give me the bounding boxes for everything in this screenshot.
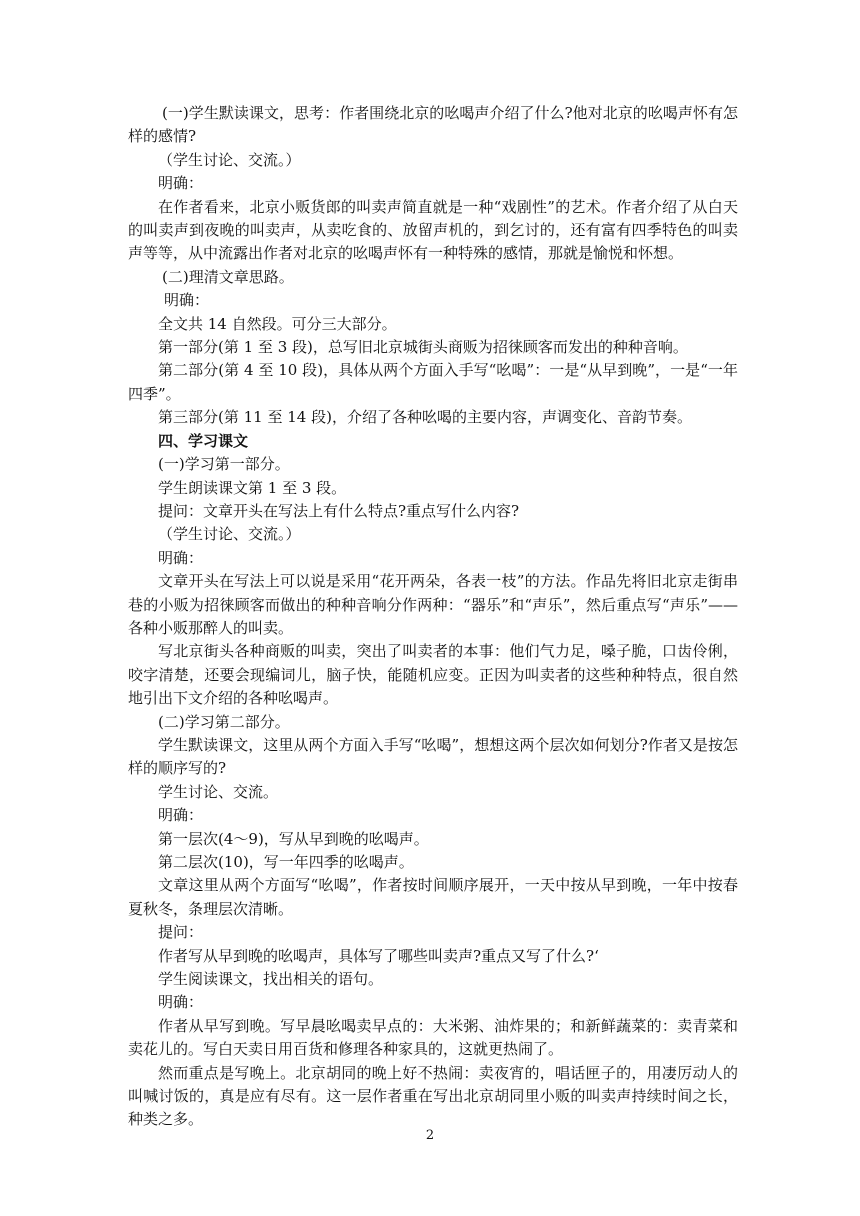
paragraph: 在作者看来，北京小贩货郎的叫卖声简直就是一种“戏剧性”的艺术。作者介绍了从白天的叫卖声到夜晚的叫卖声，从卖吃食的、放留声机的，到乞讨的，还有富有四季特色的叫卖声等等，从中流露出作者对北京的吆喝声怀有一种特殊的感情，那就是愉悦和怀想。 <box>128 197 738 263</box>
paragraph: 作者写从早到晚的吆喝声，具体写了哪些叫卖声?重点又写了什么?‘ <box>158 946 599 965</box>
document-body <box>128 102 738 1132</box>
paragraph: (二)理清文章思路。 <box>162 267 294 286</box>
paragraph: 学生讨论、交流。 <box>158 782 279 801</box>
paragraph: 明确： <box>158 993 204 1012</box>
paragraph: 然而重点是写晚上。北京胡同的晚上好不热闹：卖夜宵的，唱话匣子的，用凄厉动人的叫喊讨饭的，真是应有尽有。这一层作者重在写出北京胡同里小贩的叫卖声持续时间之长，种类之多。 <box>128 1063 738 1129</box>
section-heading: 四、学习课文 <box>158 431 249 450</box>
paragraph: 明确： <box>158 806 204 825</box>
paragraph: 提问： <box>158 923 204 942</box>
paragraph: (二)学习第二部分。 <box>158 712 290 731</box>
paragraph: 写北京街头各种商贩的叫卖，突出了叫卖者的本事：他们气力足，嗓子脆，口齿伶俐，咬字清楚，还要会现编词儿，脑子快，能随机应变。正因为叫卖者的这些种种特点，很自然地引出下文介绍的各种吆喝声。 <box>128 642 738 708</box>
page-number: 2 <box>425 1128 435 1143</box>
paragraph: 学生朗读课文第 1 至 3 段。 <box>158 478 347 497</box>
paragraph: 学生默读课文，这里从两个方面入手写“吆喝”，想想这两个层次如何划分?作者又是按怎样的顺序写的? <box>128 735 738 778</box>
paragraph: 第一层次(4～9)，写从早到晚的吆喝声。 <box>158 829 429 848</box>
paragraph: 第三部分(第 11 至 14 段)，介绍了各种吆喝的主要内容，声调变化、音韵节奏。 <box>158 408 692 427</box>
paragraph: (一)学生默读课文，思考：作者围绕北京的吆喝声介绍了什么?他对北京的吆喝声怀有怎样的感情? <box>128 104 738 146</box>
paragraph: 第二部分(第 4 至 10 段)，具体从两个方面入手写“吆喝”：一是“从早到晚”，一是“一年四季”。 <box>128 361 738 403</box>
paragraph: 第二层次(10)，写一年四季的吆喝声。 <box>158 853 414 871</box>
paragraph: (一)学习第一部分。 <box>158 455 290 474</box>
paragraph: 文章这里从两个方面写“吆喝”，作者按时间顺序展开，一天中按从早到晚，一年中按春夏秋冬，条理层次清晰。 <box>128 876 738 918</box>
paragraph: 提问：文章开头在写法上有什么特点?重点写什么内容? <box>158 501 520 520</box>
paragraph: （学生讨论、交流。） <box>158 525 301 544</box>
paragraph: 明确： <box>164 291 210 310</box>
paragraph: （学生讨论、交流。） <box>158 150 301 169</box>
paragraph: 明确： <box>158 548 204 567</box>
paragraph: 文章开头在写法上可以说是采用“花开两朵，各表一枝”的方法。作品先将旧北京走街串巷的小贩为招徕顾客而做出的种种音响分作两种：“器乐”和“声乐”，然后重点写“声乐”——各种小贩那醉人的叫卖。 <box>128 572 738 637</box>
paragraph: 作者从早写到晚。写早晨吆喝卖早点的：大米粥、油炸果的；和新鲜蔬菜的：卖青菜和卖花儿的。写白天卖日用百货和修理各种家具的，这就更热闹了。 <box>128 1016 738 1059</box>
paragraph: 第一部分(第 1 至 3 段)，总写旧北京城街头商贩为招徕顾客而发出的种种音响。 <box>158 338 688 357</box>
paragraph: 学生阅读课文，找出相关的语句。 <box>158 970 384 989</box>
paragraph: 全文共 14 自然段。可分三大部分。 <box>158 314 397 333</box>
paragraph: 明确： <box>158 174 204 193</box>
